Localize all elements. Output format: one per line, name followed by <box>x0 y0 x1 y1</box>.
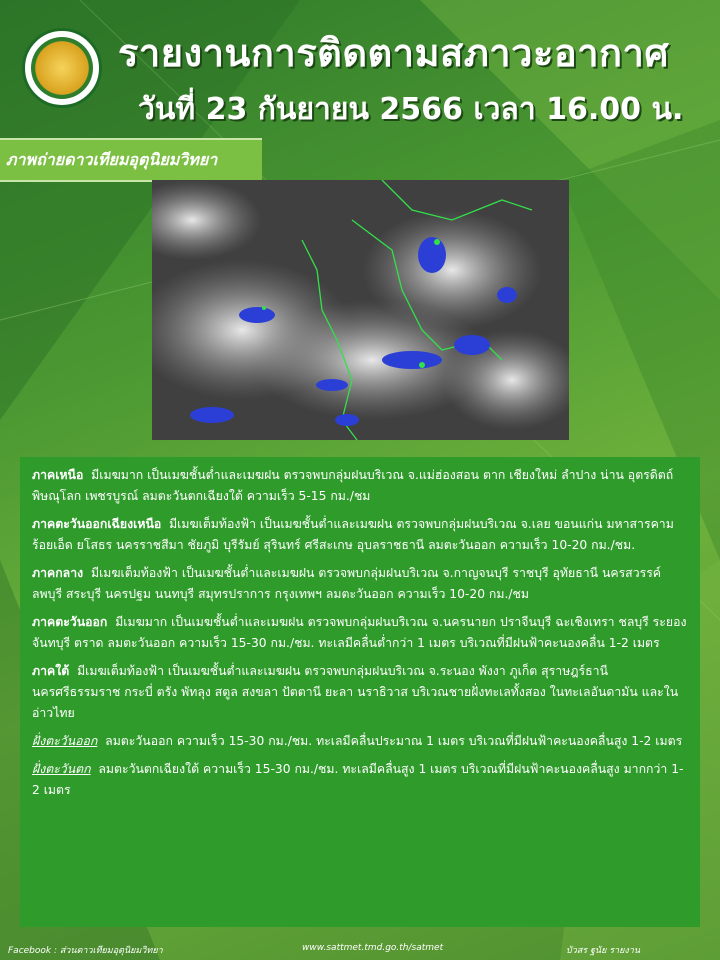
region-north <box>32 465 688 507</box>
footer-reporter: บัวสร ฐนัย รายงาน <box>566 946 640 956</box>
region-text: มีเมฆเต็มท้องฟ้า เป็นเมฆชั้นต่ำและเมฆฝน ตรวจพบกลุ่มฝนบริเวณ จ.เลย ขอนแก่น มหาสารคาม ร้อยเอ็ด ยโสธร นครราชสีมา ชัยภูมิ บุรีรัมย์ สุรินทร์ ศรีสะเกษ อุบลราชธานี ลมตะวันออก ความเร็ว 10-20 กม./ชม. <box>32 517 674 552</box>
coast-west <box>32 759 688 801</box>
region-name: ภาคกลาง <box>32 566 84 580</box>
region-name: ภาคตะวันออก <box>32 615 108 629</box>
coast-name: ฝั่งตะวันตก <box>32 762 91 776</box>
weather-report-panel <box>20 457 700 927</box>
region-east <box>32 612 688 654</box>
tmd-logo <box>22 28 102 108</box>
page-title: รายงานการติดตามสภาวะอากาศ <box>118 31 670 75</box>
region-name: ภาคใต้ <box>32 664 70 678</box>
footer-facebook: Facebook : ส่วนดาวเทียมอุตุนิยมวิทยา <box>8 946 163 956</box>
coast-name: ฝั่งตะวันออก <box>32 734 98 748</box>
region-text: มีเมฆเต็มท้องฟ้า เป็นเมฆชั้นต่ำและเมฆฝน ตรวจพบกลุ่มฝนบริเวณ จ.กาญจนบุรี ราชบุรี อุทัยธานี นครสวรรค์ ลพบุรี สระบุรี นครปฐม นนทบุรี สมุทรปราการ กรุงเทพฯ ลมตะวันออก ความเร็ว 10-20 กม./ชม <box>32 566 662 601</box>
coast-east <box>32 731 688 752</box>
footer <box>0 938 720 960</box>
section-label: ภาพถ่ายดาวเทียมอุตุนิยมวิทยา <box>0 138 262 182</box>
region-south <box>32 661 688 724</box>
footer-website: www.sattmet.tmd.go.th/satmet <box>302 943 444 953</box>
logo-emblem <box>31 37 93 99</box>
region-text: มีเมฆเต็มท้องฟ้า เป็นเมฆชั้นต่ำและเมฆฝน ตรวจพบกลุ่มฝนบริเวณ จ.ระนอง พังงา ภูเก็ต สุราษฎร์ธานี นครศรีธรรมราช กระบี่ ตรัง พัทลุง สตูล สงขลา ปัตตานี ยะลา นราธิวาส บริเวณชายฝั่งทะเลทั้งสอง ในทะเลอันดามัน และในอ่าวไทย <box>32 664 679 720</box>
page-subtitle: วันที่ 23 กันยายน 2566 เวลา 16.00 น. <box>138 92 684 127</box>
region-northeast <box>32 514 688 556</box>
region-text: มีเมฆมาก เป็นเมฆชั้นต่ำและเมฆฝน ตรวจพบกลุ่มฝนบริเวณ จ.นครนายก ปราจีนบุรี ฉะเชิงเทรา ชลบุรี ระยอง จันทบุรี ตราด ลมตะวันออก ความเร็ว 15-30 กม./ชม. ทะเลมีคลื่นต่ำกว่า 1 เมตร บริเวณที่มีฝนฟ้าคะนองคลื่น 1-2 เมตร <box>32 615 687 650</box>
satellite-image <box>152 180 569 440</box>
region-name: ภาคตะวันออกเฉียงเหนือ <box>32 517 162 531</box>
coast-text: ลมตะวันตกเฉียงใต้ ความเร็ว 15-30 กม./ชม. ทะเลมีคลื่นสูง 1 เมตร บริเวณที่มีฝนฟ้าคะนองคลื่นสูง มากกว่า 1- 2 เมตร <box>32 762 684 797</box>
region-text: มีเมฆมาก เป็นเมฆชั้นต่ำและเมฆฝน ตรวจพบกลุ่มฝนบริเวณ จ.แม่ฮ่องสอน ตาก เชียงใหม่ ลำปาง น่าน อุตรดิตถ์ พิษณุโลก เพชรบูรณ์ ลมตะวันตกเฉียงใต้ ความเร็ว 5-15 กม./ชม <box>32 468 674 503</box>
region-name: ภาคเหนือ <box>32 468 84 482</box>
region-central <box>32 563 688 605</box>
coast-text: ลมตะวันออก ความเร็ว 15-30 กม./ชม. ทะเลมีคลื่นประมาณ 1 เมตร บริเวณที่มีฝนฟ้าคะนองคลื่นสูง 1-2 เมตร <box>105 734 683 748</box>
satellite-cloud-map-icon <box>152 180 569 440</box>
